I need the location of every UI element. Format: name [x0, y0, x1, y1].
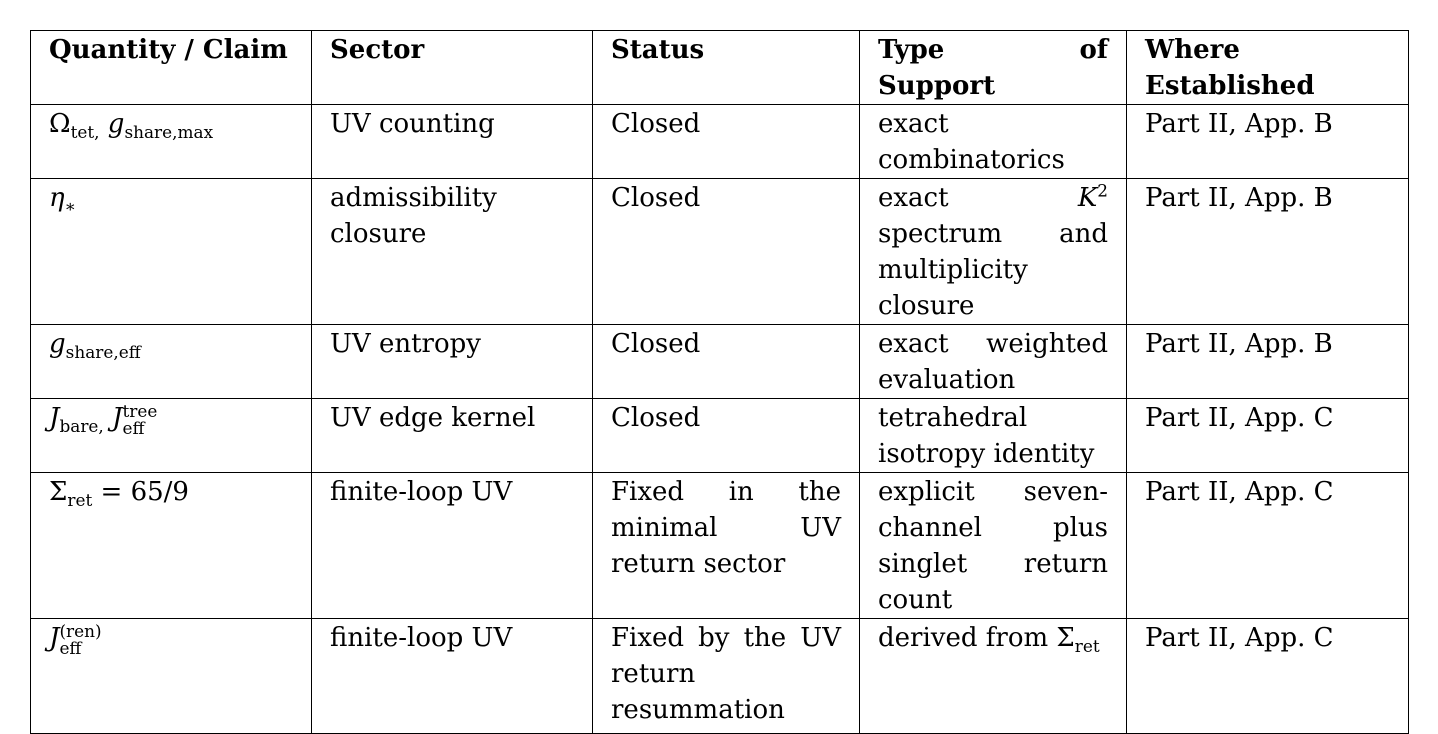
cell-where: Part II, App. B — [1127, 325, 1409, 399]
table-header-row — [31, 31, 1409, 105]
math-expression: J (ren) eff — [49, 620, 102, 658]
header-sector: Sector — [312, 31, 593, 105]
cell-support: tetrahedral isotropy identity — [860, 399, 1127, 473]
cell-sector: admissibility closure — [312, 179, 593, 325]
math-expression: $\Omega_{tet,}$ $g_{share,max}$ — [49, 109, 214, 143]
cell-quantity — [31, 399, 312, 473]
cell-status: Closed — [593, 399, 860, 473]
table-row — [31, 473, 1409, 619]
cell-quantity — [31, 325, 312, 399]
cell-sector: UV edge kernel — [312, 399, 593, 473]
cell-sector: finite-loop UV — [312, 473, 593, 619]
cell-support — [860, 179, 1127, 325]
cell-sector: finite-loop UV — [312, 619, 593, 734]
table-row — [31, 399, 1409, 473]
cell-support — [860, 619, 1127, 734]
cell-status: Closed — [593, 105, 860, 179]
cell-support: explicit seven-channel plus singlet return count — [860, 473, 1127, 619]
cell-sector: UV entropy — [312, 325, 593, 399]
cell-support: exact weighted evaluation — [860, 325, 1127, 399]
cell-where: Part II, App. C — [1127, 619, 1409, 734]
cell-where: Part II, App. B — [1127, 105, 1409, 179]
cell-quantity — [31, 473, 312, 619]
cell-quantity — [31, 179, 312, 325]
cell-quantity — [31, 619, 312, 734]
math-expression: derived from $\Sigma_{ret}$ — [878, 623, 1100, 657]
header-where: Where Established — [1127, 31, 1409, 105]
cell-status: Closed — [593, 179, 860, 325]
table-row — [31, 105, 1409, 179]
cell-quantity — [31, 105, 312, 179]
cell-status: Fixed in the minimal UV return sector — [593, 473, 860, 619]
header-status: Status — [593, 31, 860, 105]
cell-support: exact combinatorics — [860, 105, 1127, 179]
cell-sector: UV counting — [312, 105, 593, 179]
header-quantity: Quantity / Claim — [31, 31, 312, 105]
math-expression: $J_{bare,}$ J tree eff — [49, 400, 158, 438]
cell-where: Part II, App. B — [1127, 179, 1409, 325]
claims-table — [30, 30, 1409, 734]
table-row — [31, 179, 1409, 325]
cell-where: Part II, App. C — [1127, 473, 1409, 619]
header-support: Type of Support — [860, 31, 1127, 105]
table-row — [31, 325, 1409, 399]
math-expression: $\eta_∗$ — [49, 183, 77, 217]
math-expression: $\Sigma_{ret} = 65/9$ — [49, 477, 189, 511]
math-expression: $g_{share,eff}$ — [49, 329, 141, 363]
cell-status: Fixed by the UV return resummation — [593, 619, 860, 734]
cell-where: Part II, App. C — [1127, 399, 1409, 473]
table-row — [31, 619, 1409, 734]
cell-status: Closed — [593, 325, 860, 399]
math-expression: exact $K^2$ spectrum and multiplicity closure — [878, 180, 1108, 321]
